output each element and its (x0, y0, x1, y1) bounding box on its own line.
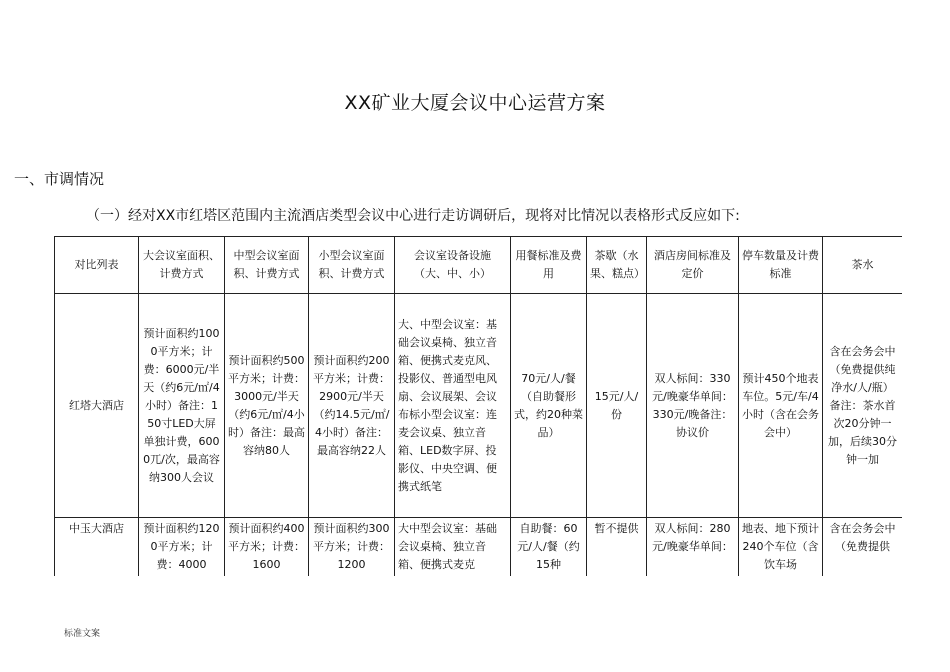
large-room-cell: 预计面积约1200平方米；计费：4000 (139, 518, 225, 577)
parking-cell: 地表、地下预计240个车位（含饮车场 (739, 518, 823, 577)
intro-paragraph: （一）经对XX市红塔区范围内主流酒店类型会议中心进行走访调研后，现将对比情况以表格形式反应如下: (86, 208, 740, 224)
table-header-row (55, 237, 903, 294)
tea-cell: 含在会务会中（免费提供纯净水/人/瓶）备注：茶水首次20分钟一加，后续30分钟一加 (823, 294, 903, 518)
rooms-cell: 双人标间：330元/晚豪华单间：330元/晚备注：协议价 (647, 294, 739, 518)
medium-room-cell: 预计面积约400平方米；计费：1600 (225, 518, 309, 577)
parking-cell: 预计450个地表车位。5元/车/4小时（含在会务会中） (739, 294, 823, 518)
equipment-cell: 大、中型会议室：基础会议桌椅、独立音箱、便携式麦克风、投影仪、普通型电风扇、会议展架、会议布标小型会议室：连麦会议桌、独立音箱、LED数字屏、投影仪、中央空调、便携式纸笔 (395, 294, 511, 518)
dining-cell: 70元/人/餐（自助餐形式，约20种菜品） (511, 294, 587, 518)
header-cell: 茶水 (823, 237, 903, 294)
tea-break-cell: 暂不提供 (587, 518, 647, 577)
header-cell: 大会议室面积、计费方式 (139, 237, 225, 294)
footer-label: 标准文案 (64, 629, 101, 639)
equipment-cell: 大中型会议室：基础会议桌椅、独立音箱、便携式麦克 (395, 518, 511, 577)
header-cell: 酒店房间标准及定价 (647, 237, 739, 294)
header-cell: 小型会议室面积、计费方式 (309, 237, 395, 294)
tea-break-cell: 15元/人/份 (587, 294, 647, 518)
tea-cell: 含在会务会中（免费提供 (823, 518, 903, 577)
section-heading: 一、市调情况 (14, 170, 105, 188)
header-cell: 会议室设备设施（大、中、小） (395, 237, 511, 294)
header-cell: 中型会议室面积、计费方式 (225, 237, 309, 294)
rooms-cell: 双人标间：280元/晚豪华单间： (647, 518, 739, 577)
dining-cell: 自助餐：60元/人/餐（约15种 (511, 518, 587, 577)
small-room-cell: 预计面积约300平方米；计费：1200 (309, 518, 395, 577)
page-title: XX矿业大厦会议中心运营方案 (344, 92, 606, 114)
header-cell: 茶歇（水果、糕点） (587, 237, 647, 294)
table-row (55, 294, 903, 518)
comparison-table-wrapper (54, 236, 902, 576)
small-room-cell: 预计面积约200平方米；计费：2900元/半天（约14.5元/㎡/4小时）备注：最高容纳22人 (309, 294, 395, 518)
header-cell: 用餐标准及费用 (511, 237, 587, 294)
large-room-cell: 预计面积约1000平方米；计费：6000元/半天（约6元/㎡/4小时）备注：150寸LED大屏单独计费，6000兀/次，最高容纳300人会议 (139, 294, 225, 518)
hotel-name-cell: 红塔大酒店 (55, 294, 139, 518)
table-row (55, 518, 903, 577)
header-cell: 停车数量及计费标准 (739, 237, 823, 294)
hotel-name-cell: 中玉大酒店 (55, 518, 139, 577)
header-cell: 对比列表 (55, 237, 139, 294)
medium-room-cell: 预计面积约500平方米；计费：3000元/半天（约6元/㎡/4小时）备注：最高容纳80人 (225, 294, 309, 518)
comparison-table (54, 236, 902, 576)
